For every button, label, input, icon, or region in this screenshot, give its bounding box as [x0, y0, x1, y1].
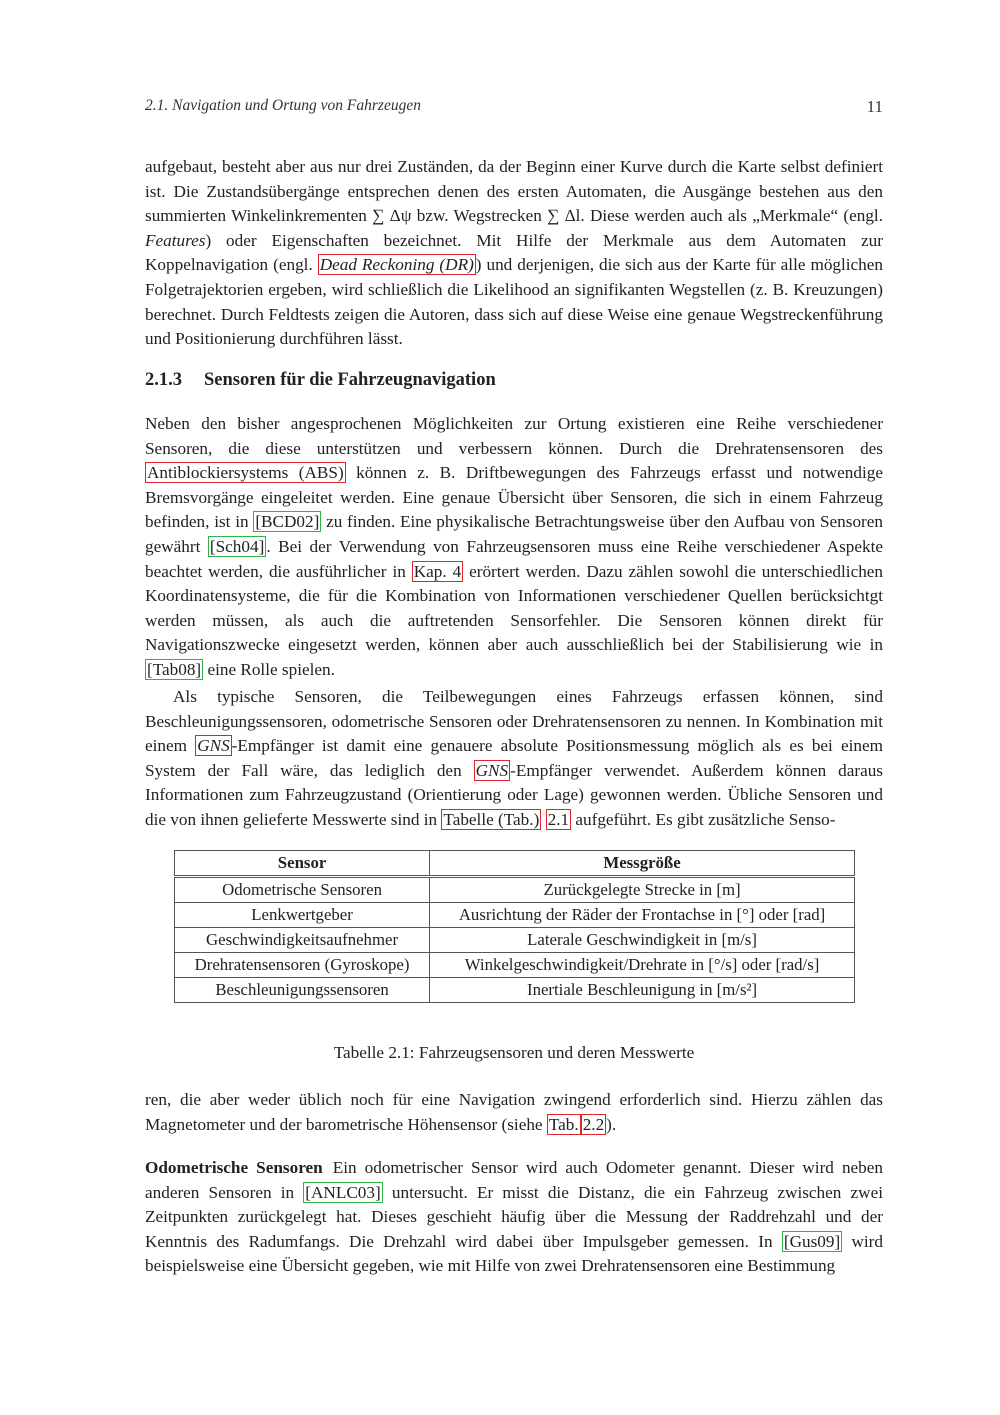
table-cell: Beschleunigungssensoren	[175, 978, 430, 1003]
text-run: zu finden. Eine physikalische Betrachtungsweise über den Aufbau von Sensoren gewährt	[145, 512, 883, 556]
text-run: ) und derjenigen, die sich aus der Karte für alle möglichen Folgetrajektorien ergeben, wird schließlich die Likelihood an signifikanten Wegstellen (z. B. Kreuzungen) berechnet. Durch Feldtests zeigen die Autoren, dass sich auf diese Weise eine genaue Wegstreckenführung und Positionierung durchführen lässt.	[145, 255, 883, 349]
text-run: -Empfänger ist damit eine genauere absolute Positionsmessung möglich als es bei einem System der Fall wäre, das lediglich den	[145, 736, 883, 780]
table-row	[175, 877, 855, 903]
table-cell: Odometrische Sensoren	[175, 877, 430, 903]
link-abs[interactable]: Antiblockiersystems (ABS)	[147, 463, 344, 483]
paragraph-2	[145, 412, 883, 683]
text-run: -Empfänger verwendet. Außerdem können daraus Informationen zum Fahrzeugzustand (Orientierung oder Lage) gewonnen werden. Übliche Sensoren und die von ihnen gelieferte Messwerte sind in	[145, 760, 883, 829]
section-number: 2.1.3	[145, 370, 182, 390]
paragraph-1	[145, 155, 883, 352]
section-header-title: 2.1. Navigation und Ortung von Fahrzeugen	[145, 97, 421, 114]
table-cell: Laterale Geschwindigkeit in [m/s]	[430, 928, 855, 953]
citation-anlc03[interactable]: [ANLC03]	[305, 1182, 381, 1202]
citation-gus09[interactable]: [Gus09]	[783, 1231, 841, 1251]
table-cell: Lenkwertgeber	[175, 903, 430, 928]
table-row	[175, 978, 855, 1003]
text-run: . Bei der Verwendung von Fahrzeugsensoren muss eine Reihe verschiedener Aspekte beachtet werden, die ausführlicher in	[145, 536, 883, 581]
table-cell: Geschwindigkeitsaufnehmer	[175, 928, 430, 953]
text-run: ).	[606, 1114, 617, 1134]
link-tab[interactable]: Tab.	[548, 1114, 579, 1134]
link-dead-reckoning[interactable]: Dead Reckoning (DR)	[319, 255, 474, 275]
text-run: Ein odometrischer Sensor wird auch Odometer genannt. Dieser wird neben anderen Sensoren in	[145, 1158, 883, 1202]
paragraph-4	[145, 1088, 883, 1137]
paragraph-heading: Odometrische Sensoren	[145, 1158, 323, 1177]
text-run: wird beispielsweise eine Übersicht gegeben, wie mit Hilfe von zwei Drehratensensoren eine Bestimmung	[145, 1231, 883, 1276]
citation-sch04[interactable]: [Sch04]	[209, 536, 265, 556]
page-number: 11	[866, 97, 883, 116]
table-cell: Ausrichtung der Räder der Frontachse in [°] oder [rad]	[430, 903, 855, 928]
text-run: erörtert werden. Dazu zählen sowohl die unterschiedlichen Koordinatensysteme, die für die Kombination von Informationen verschiedener Quellen berücksichtgt werden müssen, als auch die auftretenden Sensorfehler. Die Sensoren können direkt für Navigationszwecke eingesetzt werden, können aber auch ausschließlich bei der Stabilisierung wie in	[145, 561, 884, 655]
text-run: können z. B. Driftbewegungen des Fahrzeugs erfasst und notwendige Bremsvorgänge eingeleitet werden. Eine genaue Übersicht über Sensoren, die sich in einem Fahrzeug befinden, ist in	[145, 463, 883, 532]
link-gns-2[interactable]: GNS	[475, 760, 509, 780]
paragraph-3	[145, 685, 883, 833]
table-cell: Drehratensensoren (Gyroskope)	[175, 953, 430, 978]
table-row	[175, 903, 855, 928]
column-header-messgroesse: Messgröße	[430, 851, 855, 877]
table-caption: Tabelle 2.1: Fahrzeugsensoren und deren Messwerte	[333, 1043, 695, 1062]
citation-tab08[interactable]: [Tab08]	[147, 659, 202, 679]
text-run: Als typische Sensoren, die Teilbewegungen eines Fahrzeugs erfassen können, sind Beschleunigungssensoren, odometrische Sensoren oder Drehratensensoren zu nennen. In Kombination mit einem	[145, 687, 883, 756]
table-cell: Zurückgelegte Strecke in [m]	[430, 877, 855, 903]
column-header-sensor: Sensor	[175, 851, 430, 877]
running-header	[145, 97, 883, 119]
section-heading	[145, 370, 496, 391]
link-table-abbrev[interactable]: Tabelle (Tab.)	[443, 809, 540, 829]
table-row	[175, 928, 855, 953]
text-run: aufgeführt. Es gibt zusätzliche Senso-	[571, 809, 836, 829]
citation-bcd02[interactable]: [BCD02]	[255, 512, 320, 532]
text-run: ren, die aber weder üblich noch für eine Navigation zwingend erforderlich sind. Hierzu zählen das Magnetometer und der barometrische Höhensensor (siehe	[145, 1090, 883, 1134]
link-chapter-4[interactable]: Kap. 4	[413, 561, 462, 581]
sensor-table	[174, 850, 855, 1003]
text-run: Neben den bisher angesprochenen Möglichkeiten zur Ortung existieren eine Reihe verschiedener Sensoren, die diese unterstützen und verbessern können. Durch die Drehratensensoren des	[145, 414, 883, 458]
table-header-row	[175, 851, 855, 877]
link-table-2-1[interactable]: 2.1	[547, 809, 570, 829]
term-features: Features	[145, 230, 206, 250]
link-table-2-2[interactable]: 2.2	[582, 1114, 605, 1134]
text-run: ) oder Eigenschaften bezeichnet. Mit Hilfe der Merkmale aus dem Automaten zur Koppelnavigation (engl.	[145, 230, 883, 275]
text-run: untersucht. Er misst die Distanz, die ein Fahrzeug zwischen zwei Zeitpunkten zurückgelegt hat. Dieses geschieht häufig über die Messung der Raddrehzahl und der Kenntnis des Radumfangs. Die Drehzahl wird dabei über Impulsgeber gemessen. In	[145, 1182, 883, 1251]
table-row	[175, 953, 855, 978]
table-cell: Inertiale Beschleunigung in [m/s²]	[430, 978, 855, 1003]
text-run: aufgebaut, besteht aber aus nur drei Zuständen, da der Beginn einer Kurve durch die Karte selbst definiert ist. Die Zustandsübergänge entsprechen denen des ersten Automaten, die Ausgänge bestehen aus den summierten Winkelinkrementen ∑ Δψ bzw. Wegstrecken ∑ Δl. Diese werden auch als „Merkmale“ (engl.	[145, 157, 883, 226]
paragraph-5	[145, 1156, 883, 1279]
section-title: Sensoren für die Fahrzeugnavigation	[204, 370, 496, 390]
text-run: eine Rolle spielen.	[203, 659, 335, 679]
table-cell: Winkelgeschwindigkeit/Drehrate in [°/s] oder [rad/s]	[430, 953, 855, 978]
link-gns-1[interactable]: GNS	[197, 736, 230, 756]
